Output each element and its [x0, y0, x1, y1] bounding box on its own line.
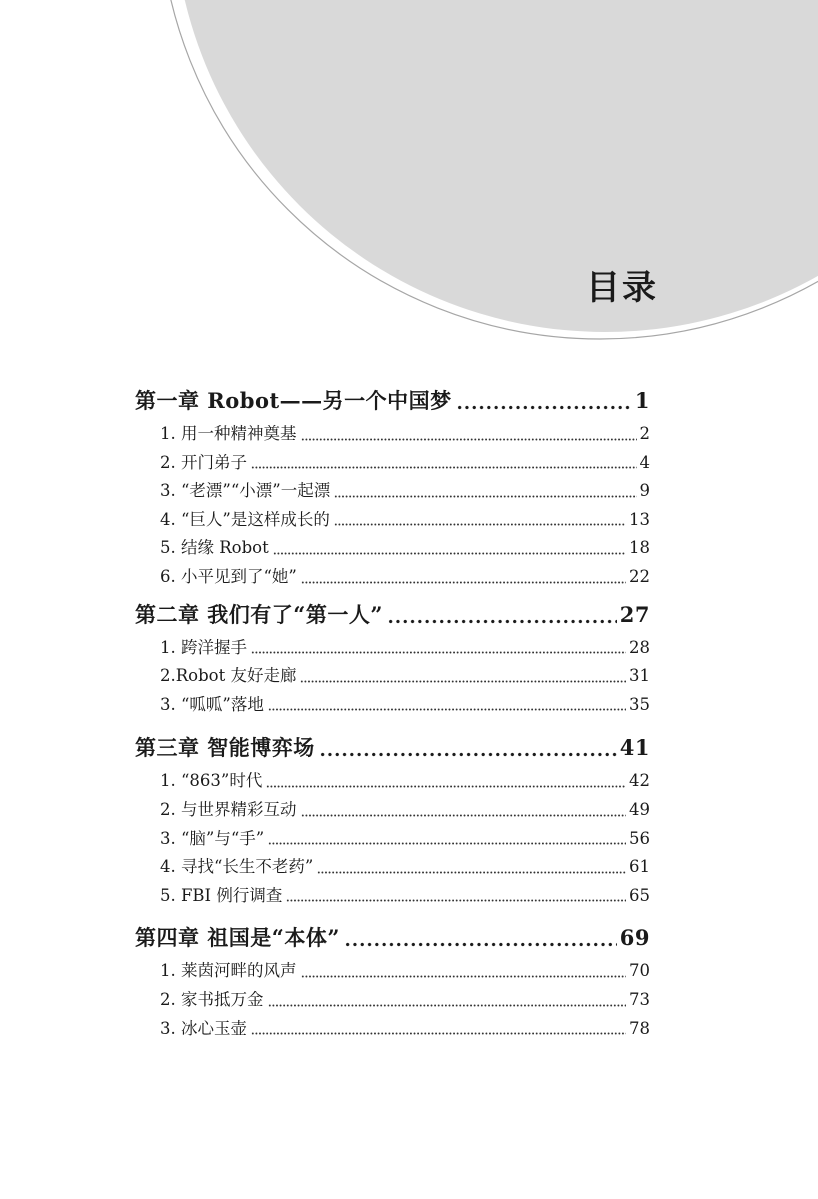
dot-leader	[268, 986, 627, 1015]
section-entry	[135, 825, 650, 854]
dot-leader	[456, 381, 632, 420]
page-title: 目录	[586, 268, 658, 308]
section-entry	[135, 882, 650, 911]
chapter-block	[135, 918, 650, 1043]
section-page-number: 35	[629, 694, 650, 714]
section-title: 2. 家书抵万金	[160, 989, 264, 1009]
section-title: 1. 用一种精神奠基	[160, 424, 297, 443]
section-page-number: 78	[629, 1018, 650, 1038]
chapter-block	[135, 728, 650, 910]
chapter-block	[135, 595, 650, 720]
section-title: 2. 与世界精彩互动	[160, 799, 297, 819]
section-entry	[135, 634, 650, 663]
section-page-number: 2	[639, 424, 650, 443]
section-title: 4. “巨人”是这样成长的	[160, 509, 330, 529]
section-title: 3. “老漂”“小漂”一起漂	[160, 481, 331, 501]
dot-leader	[251, 634, 626, 663]
dot-leader	[266, 767, 626, 796]
decorative-circle	[173, 0, 818, 332]
section-title: 3. “脑”与“手”	[160, 828, 265, 848]
section-page-number: 70	[629, 961, 650, 981]
section-title: 3. 冰心玉壶	[160, 1018, 247, 1038]
dot-leader	[251, 1015, 626, 1044]
section-entry	[135, 506, 650, 535]
chapter-page-number: 27	[619, 601, 650, 627]
section-page-number: 28	[629, 637, 650, 657]
chapter-page-number: 1	[634, 388, 650, 413]
section-title: 4. 寻找“长生不老药”	[160, 857, 314, 877]
section-entry	[135, 534, 650, 563]
section-entry	[135, 420, 650, 449]
chapter-entry	[135, 918, 650, 957]
dot-leader	[251, 449, 637, 478]
section-entry	[135, 691, 650, 720]
dot-leader	[301, 420, 637, 449]
section-page-number: 22	[629, 566, 650, 586]
section-page-number: 42	[629, 771, 650, 791]
section-entry	[135, 563, 650, 592]
section-entry	[135, 767, 650, 796]
section-entry	[135, 853, 650, 882]
table-of-contents	[135, 381, 650, 1043]
dot-leader	[387, 595, 617, 634]
section-entry	[135, 449, 650, 478]
chapter-entry	[135, 595, 650, 634]
section-title: 1. 跨洋握手	[160, 637, 247, 657]
section-title: 1. “863”时代	[160, 771, 263, 791]
dot-leader	[286, 882, 626, 911]
dot-leader	[319, 728, 617, 767]
section-entry	[135, 796, 650, 825]
section-page-number: 9	[639, 481, 650, 501]
dot-leader	[300, 662, 626, 691]
dot-leader	[301, 796, 627, 825]
dot-leader	[334, 477, 636, 506]
section-page-number: 18	[629, 538, 650, 558]
section-page-number: 4	[639, 452, 650, 472]
section-entry	[135, 986, 650, 1015]
section-page-number: 61	[629, 857, 650, 877]
section-title: 2. 开门弟子	[160, 452, 247, 472]
chapter-title: 第一章 Robot——另一个中国梦	[135, 388, 452, 413]
dot-leader	[334, 506, 626, 535]
section-entry	[135, 1015, 650, 1044]
chapter-page-number: 69	[619, 925, 650, 951]
chapter-title: 第三章 智能博弈场	[135, 735, 315, 761]
dot-leader	[317, 853, 626, 882]
chapter-block	[135, 381, 650, 592]
dot-leader	[344, 918, 617, 957]
section-page-number: 56	[629, 828, 650, 848]
section-page-number: 13	[629, 509, 650, 529]
dot-leader	[273, 534, 626, 563]
chapter-title: 第四章 祖国是“本体”	[135, 925, 340, 951]
section-title: 2.Robot 友好走廊	[160, 666, 297, 686]
chapter-title: 第二章 我们有了“第一人”	[135, 601, 383, 627]
section-entry	[135, 957, 650, 986]
section-title: 5. FBI 例行调查	[160, 885, 283, 905]
section-page-number: 49	[629, 799, 650, 819]
section-title: 5. 结缘 Robot	[160, 538, 269, 558]
dot-leader	[268, 691, 626, 720]
section-page-number: 31	[629, 666, 650, 686]
section-page-number: 73	[629, 989, 650, 1009]
section-title: 3. “呱呱”落地	[160, 694, 264, 714]
chapter-page-number: 41	[619, 735, 650, 761]
section-title: 1. 莱茵河畔的风声	[160, 961, 297, 981]
dot-leader	[301, 957, 627, 986]
section-page-number: 65	[629, 885, 650, 905]
chapter-entry	[135, 381, 650, 420]
dot-leader	[268, 825, 626, 854]
section-title: 6. 小平见到了“她”	[160, 566, 297, 586]
dot-leader	[301, 563, 626, 592]
section-entry	[135, 662, 650, 691]
chapter-entry	[135, 728, 650, 767]
section-entry	[135, 477, 650, 506]
